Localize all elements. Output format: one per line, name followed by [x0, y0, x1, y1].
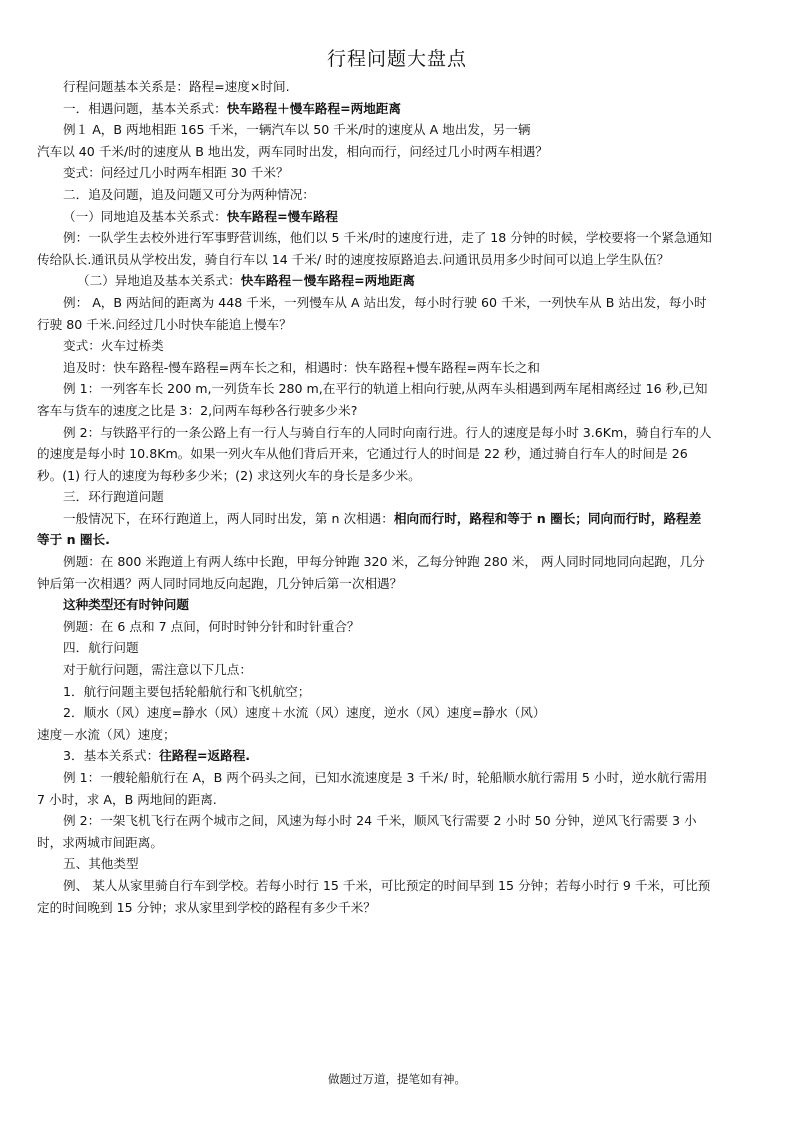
section-2b-heading [37, 270, 713, 292]
section-3-relation [37, 508, 713, 551]
section-3-heading: 三．环行跑道问题 [63, 489, 164, 505]
section-1-formula: 快车路程＋慢车路程=两地距离 [226, 100, 401, 116]
section-4-point-3-text: 3．基本关系式： [63, 748, 160, 764]
section-4-note: 对于航行问题，需注意以下几点： [63, 662, 252, 678]
variant-2: 变式：火车过桥类 [63, 338, 164, 354]
example-4: 例 1：一列客车长 200 m,一列货车长 280 m,在平行的轨道上相向行驶,从两车头相遇到两车尾相离经过 16 秒,已知客车与货车的速度之比是 3：2,问两车每秒各行驶多少米? [37, 381, 708, 418]
section-4-formula: 往路程=返路程. [159, 748, 251, 764]
example-5: 例 2：与铁路平行的一条公路上有一行人与骑自行车的人同时向南行进。行人的速度是每小时 3.6Km，骑自行车的人的速度是每小时 10.8Km。如果一列火车从他们背后开来，它通过行人的时间是 22 秒，通过骑自行车人的时间是 26 秒。(1) 行人的速度为每秒多少米；(2) 求这列火车的身长是多少米。 [37, 424, 712, 483]
section-4-point-3 [37, 745, 713, 767]
section-4-point-2-line-2: 速度－水流（风）速度； [37, 726, 176, 742]
section-3-relation-text: 一般情况下，在环行跑道上，两人同时出发，第 n 次相遇： [63, 510, 394, 526]
example-10: 例、 某人从家里骑自行车到学校。若每小时行 15 千米，可比预定的时间早到 15 分钟；若每小时行 9 千米，可比预定的时间晚到 15 分钟；求从家里到学校的路程有多少千米？ [37, 877, 711, 915]
section-2-heading: 二．追及问题，追及问题又可分为两种情况： [63, 186, 315, 202]
clock-heading: 这种类型还有时钟问题 [63, 597, 189, 613]
intro-line: 行程问题基本关系是：路程=速度×时间. [63, 79, 290, 94]
section-4-point-1: 1．航行问题主要包括轮船航行和飞机航空； [63, 683, 311, 699]
section-2b-formula: 快车路程－慢车路程=两地距离 [240, 273, 415, 289]
example-1-line-1: 例１ A，B 两地相距 165 千米，一辆汽车以 50 千米/时的速度从 A 地出发，另一辆 [63, 122, 531, 138]
train-relation: 追及时：快车路程-慢车路程=两车长之和，相遇时：快车路程+慢车路程=两车长之和 [63, 359, 540, 375]
section-1-heading-text: 一．相遇问题，基本关系式： [63, 100, 227, 116]
example-8: 例 1：一艘轮船航行在 A，B 两个码头之间，已知水流速度是 3 千米/ 时，轮船顺水航行需用 5 小时，逆水航行需用 7 小时，求 A，B 两地间的距离. [37, 770, 708, 807]
section-4-heading: 四．航行问题 [63, 640, 139, 656]
example-6: 例题：在 800 米跑道上有两人练中长跑，甲每分钟跑 320 米，乙每分钟跑 280 米， 两人同时同地同向起跑，几分钟后第一次相遇？两人同时同地反向起跑，几分钟后第一次相遇？ [37, 554, 705, 591]
section-5-heading: 五、其他类型 [63, 856, 139, 872]
example-9: 例 2：一架飞机飞行在两个城市之间，风速为每小时 24 千米，顺风飞行需要 2 小时 50 分钟，逆风飞行需要 3 小时，求两城市间距离。 [37, 813, 697, 850]
page-title: 行程问题大盘点 [326, 48, 467, 70]
document-body [37, 76, 713, 918]
section-2b-heading-text: （二）异地追及基本关系式： [77, 273, 241, 289]
section-4-point-2-line-1: 2．顺水（风）速度=静水（风）速度＋水流（风）速度，逆水（风）速度=静水（风） [63, 705, 546, 721]
example-1-line-2: 汽车以 40 千米/时的速度从 B 地出发，两车同时出发，相向而行，问经过几小时两车相遇？ [37, 143, 548, 159]
page-footer: 做题过万道，提笔如有神。 [328, 1072, 466, 1086]
example-2: 例：一队学生去校外进行军事野营训练，他们以 5 千米/时的速度行进，走了 18 分钟的时候，学校要将一个紧急通知传给队长.通讯员从学校出发，骑自行车以 14 千米/ 时的速度按原路追去.问通讯员用多少时间可以追上学生队伍？ [37, 230, 712, 267]
section-2a-heading [37, 206, 713, 228]
section-1-heading [37, 98, 713, 120]
variant-1: 变式：问经过几小时两车相距 30 千米？ [63, 165, 289, 181]
section-2a-heading-text: （一）同地追及基本关系式： [63, 208, 227, 224]
section-3-formula: 相向而行时，路程和等于 n 圈长；同向而行时，路程差等于 n 圈长. [37, 510, 702, 548]
example-3: 例： A，B 两站间的距离为 448 千米，一列慢车从 A 站出发，每小时行驶 60 千米，一列快车从 B 站出发，每小时行驶 80 千米.问经过几小时快车能追上慢车？ [37, 294, 707, 332]
example-7: 例题：在 6 点和 7 点间，何时时钟分针和时针重合？ [63, 618, 360, 634]
section-2a-formula: 快车路程=慢车路程 [226, 208, 339, 224]
